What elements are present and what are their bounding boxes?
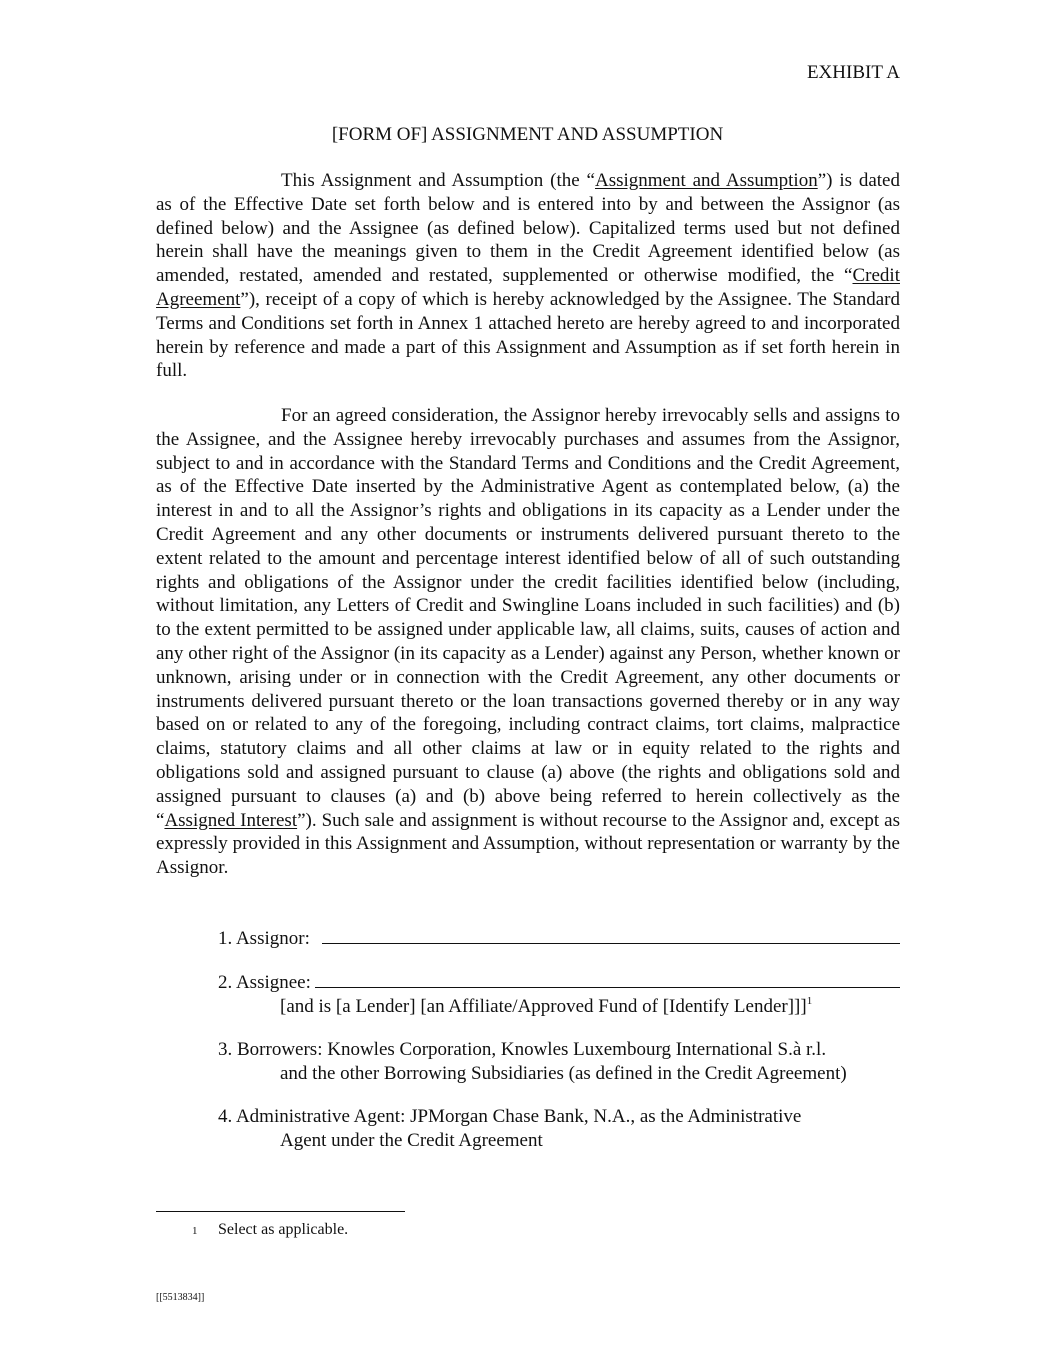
- intro-text-3: ”), receipt of a copy of which is hereby acknowledged by the Assignee. The Standard Terms and Conditions set forth in Annex 1 attached hereto are hereby agreed to and incorporated herein by reference and made a part of this Assignment and Assumption as if set forth herein in full.: [156, 288, 900, 382]
- assignee-note: [218, 995, 900, 1019]
- consideration-text-1: For an agreed consideration, the Assignor hereby irrevocably sells and assigns to the Assignee, and the Assignee hereby irrevocably purchases and assumes from the Assignor, subject to and in accordance with the Standard Terms and Conditions and the Credit Agreement, as of the Effective Date inserted by the Administrative Agent as contemplated below, (a) the interest in and to all the Assignor’s rights and obligations in its capacity as a Lender under the Credit Agreement and any other documents or instruments delivered pursuant thereto to the extent related to the amount and percentage interest identified below of all of such outstanding rights and obligations of the Assignor under the credit facilities identified below (including, without limitation, any Letters of Credit and Swingline Loans included in such facilities) and (b) to the extent permitted to be assigned under applicable law, all claims, suits, causes of action and any other right of the Assignor (in its capacity as a Lender) against any Person, whether known or unknown, arising under or in connection with the Credit Agreement, any other documents or instruments delivered pursuant thereto or the loan transactions governed thereby or in any way based on or related to any of the foregoing, including contract claims, tort claims, malpractice claims, statutory claims and all other claims at law or in equity related to the rights and obligations sold and assigned pursuant to clause (a) above (the rights and obligations sold and assigned pursuant to clauses (a) and (b) above being referred to herein collectively as the “: [156, 405, 900, 831]
- assignor-item: [218, 925, 900, 951]
- intro-text-1: This Assignment and Assumption (the “: [281, 170, 595, 191]
- assignee-blank-line[interactable]: [315, 969, 900, 988]
- borrowers-line-1: 3. Borrowers: Knowles Corporation, Knowles Luxembourg International S.à r.l.: [218, 1039, 827, 1060]
- assignee-label: 2. Assignee:: [218, 972, 311, 993]
- page-title: [FORM OF] ASSIGNMENT AND ASSUMPTION: [331, 124, 724, 145]
- assignor-blank-line[interactable]: [322, 925, 900, 944]
- footnote-number: 1: [192, 1225, 198, 1237]
- intro-text-2: ”) is dated as of the Effective Date set forth below and is entered into by and between the Assignor (as defined below) and the Assignee (as defined below). Capitalized terms used but not defined herein shall have the meanings given to them in the Credit Agreement identified below (as amended, restated, amended and restated, supplemented or otherwise modified, the “: [156, 170, 900, 287]
- footnote-reference: 1: [806, 994, 813, 1007]
- consideration-text-2: ”). Such sale and assignment is without recourse to the Assignor and, except as expressly provided in this Assignment and Assumption, without representation or warranty by the Assignor.: [156, 809, 900, 879]
- borrowers-item: [218, 1038, 900, 1086]
- exhibit-label: EXHIBIT A: [806, 62, 900, 83]
- footnote: [192, 1221, 348, 1239]
- consideration-paragraph: [156, 404, 900, 880]
- administrative-agent-item: [218, 1105, 900, 1153]
- assignee-note-text: [and is [a Lender] [an Affiliate/Approved Fund of [Identify Lender]]]: [280, 995, 807, 1017]
- assignee-item: [218, 969, 900, 1019]
- intro-paragraph: [156, 169, 900, 383]
- borrowers-line-2: and the other Borrowing Subsidiaries (as defined in the Credit Agreement): [280, 1062, 847, 1084]
- agent-line-2: Agent under the Credit Agreement: [280, 1129, 543, 1151]
- document-id: [[5513834]]: [156, 1292, 205, 1303]
- defined-term-assignment: Assignment and Assumption: [594, 170, 818, 191]
- footnote-text: Select as applicable.: [218, 1221, 349, 1238]
- defined-term-assigned-interest: Assigned Interest: [164, 809, 298, 831]
- footnote-divider: [156, 1211, 405, 1212]
- agent-line-1: 4. Administrative Agent: JPMorgan Chase Bank, N.A., as the Administrative: [218, 1106, 802, 1127]
- assignor-label: 1. Assignor:: [218, 928, 310, 949]
- defined-term-credit-agreement: Credit Agreement: [156, 265, 900, 310]
